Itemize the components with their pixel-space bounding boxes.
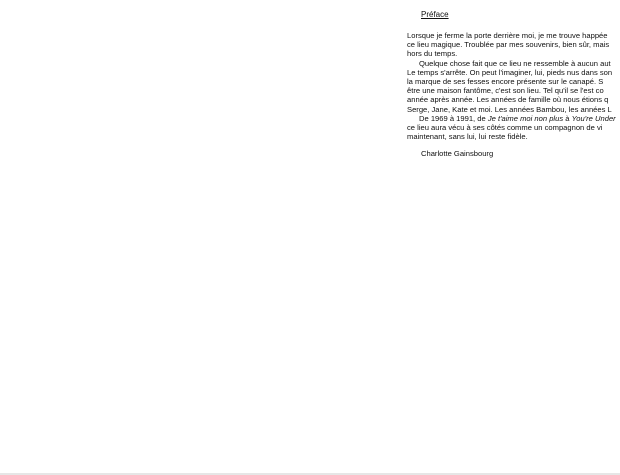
- text-line: la marque de ses fesses encore présente sur le canapé. S: [407, 76, 604, 86]
- text-line: ce lieu aura vécu à ses côtés comme un compagnon de vi: [407, 122, 603, 132]
- text-line: Quelque chose fait que ce lieu ne ressemble à aucun aut: [419, 58, 611, 68]
- preface-title: Préface: [421, 10, 449, 19]
- text-line: hors du temps.: [407, 49, 458, 59]
- song-title: Je t'aime moi non plus: [487, 113, 564, 123]
- text-line: ce lieu magique. Troublée par mes souvenirs, bien sûr, mais: [407, 40, 610, 50]
- text-line-italic: [407, 114, 620, 123]
- text-line: Le temps s'arrête. On peut l'imaginer, lui, pieds nus dans son: [407, 67, 613, 77]
- text-line: Lorsque je ferme la porte derrière moi, je me trouve happée: [407, 31, 608, 40]
- text-line: maintenant, sans lui, lui reste fidèle.: [407, 132, 528, 142]
- text-segment: à: [563, 113, 572, 123]
- text-line: être une maison fantôme, c'est son lieu. Tel qu'il se l'est co: [407, 86, 604, 96]
- text-segment: De 1969 à 1991, de: [419, 113, 488, 123]
- text-line: année après année. Les années de famille où nous étions q: [407, 95, 609, 105]
- song-title: You're Under: [571, 113, 616, 123]
- text-line: Serge, Jane, Kate et moi. Les années Bambou, les années L: [407, 104, 612, 114]
- preface-text-block: [407, 10, 620, 158]
- signature: Charlotte Gainsbourg: [421, 149, 494, 159]
